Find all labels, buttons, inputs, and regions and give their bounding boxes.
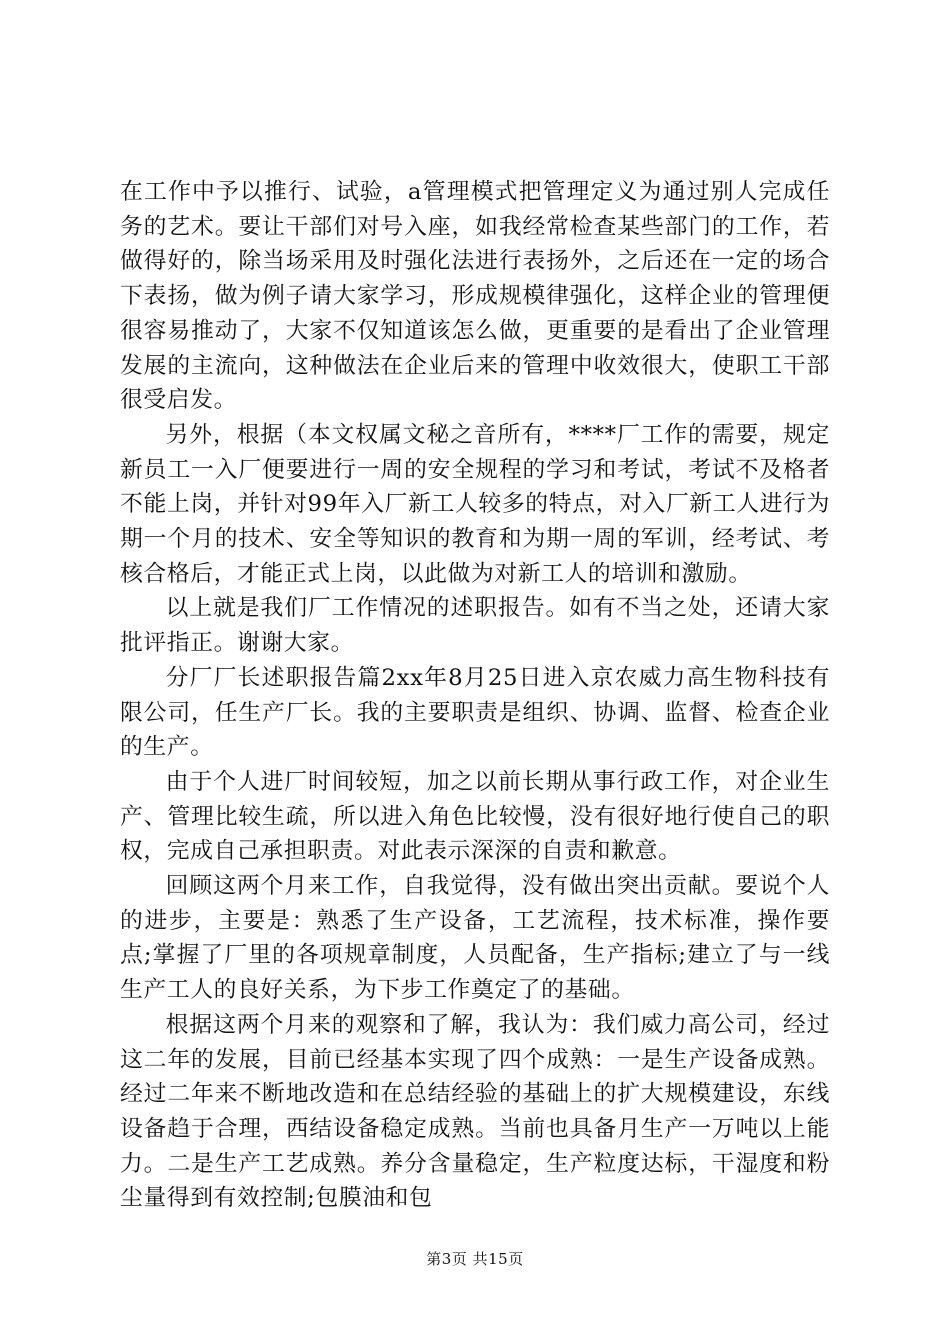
page-number-footer: 第3页 共15页: [426, 1250, 524, 1268]
paragraph-3: 以上就是我们厂工作情况的述职报告。如有不当之处，还请大家批评指正。谢谢大家。: [120, 595, 830, 657]
paragraph-6: 回顾这两个月来工作，自我觉得，没有做出突出贡献。要说个人的进步，主要是：熟悉了生产设备，工艺流程，技术标准，操作要点;掌握了厂里的各项规章制度，人员配备，生产指标;建立了与一线生产工人的良好关系，为下步工作奠定了的基础。: [120, 873, 830, 1004]
paragraph-1: 在工作中予以推行、试验，a管理模式把管理定义为通过别人完成任务的艺术。要让干部们对号入座，如我经常检查某些部门的工作，若做得好的，除当场采用及时强化法进行表扬外，之后还在一定的场合下表扬，做为例子请大家学习，形成规模律强化，这样企业的管理便很容易推动了，大家不仅知道该怎么做，更重要的是看出了企业管理发展的主流向，这种做法在企业后来的管理中收效很大，使职工干部很受启发。: [120, 179, 830, 414]
paragraph-4: 分厂厂长述职报告篇2xx年8月25日进入京农威力高生物科技有限公司，任生产厂长。我的主要职责是组织、协调、监督、检查企业的生产。: [120, 664, 830, 761]
paragraph-7: 根据这两个月来的观察和了解，我认为：我们威力高公司，经过这二年的发展，目前已经基本实现了四个成熟：一是生产设备成熟。经过二年来不断地改造和在总结经验的基础上的扩大规模建设，东线设备趋于合理，西结设备稳定成熟。当前也具备月生产一万吨以上能力。二是生产工艺成熟。养分含量稳定，生产粒度达标，干湿度和粉尘量得到有效控制;包膜油和包: [120, 1011, 830, 1212]
document-body: [120, 175, 830, 1216]
paragraph-2: 另外，根据（本文权属文秘之音所有，****厂工作的需要，规定新员工一入厂便要进行一周的安全规程的学习和考试，考试不及格者不能上岗，并针对99年入厂新工人较多的特点，对入厂新工人进行为期一个月的技术、安全等知识的教育和为期一周的军训，经考试、考核合格后，才能正式上岗，以此做为对新工人的培训和激励。: [120, 421, 830, 587]
paragraph-5: 由于个人进厂时间较短，加之以前长期从事行政工作，对企业生产、管理比较生疏，所以进入角色比较慢，没有很好地行使自己的职权，完成自己承担职责。对此表示深深的自责和歉意。: [120, 768, 830, 865]
